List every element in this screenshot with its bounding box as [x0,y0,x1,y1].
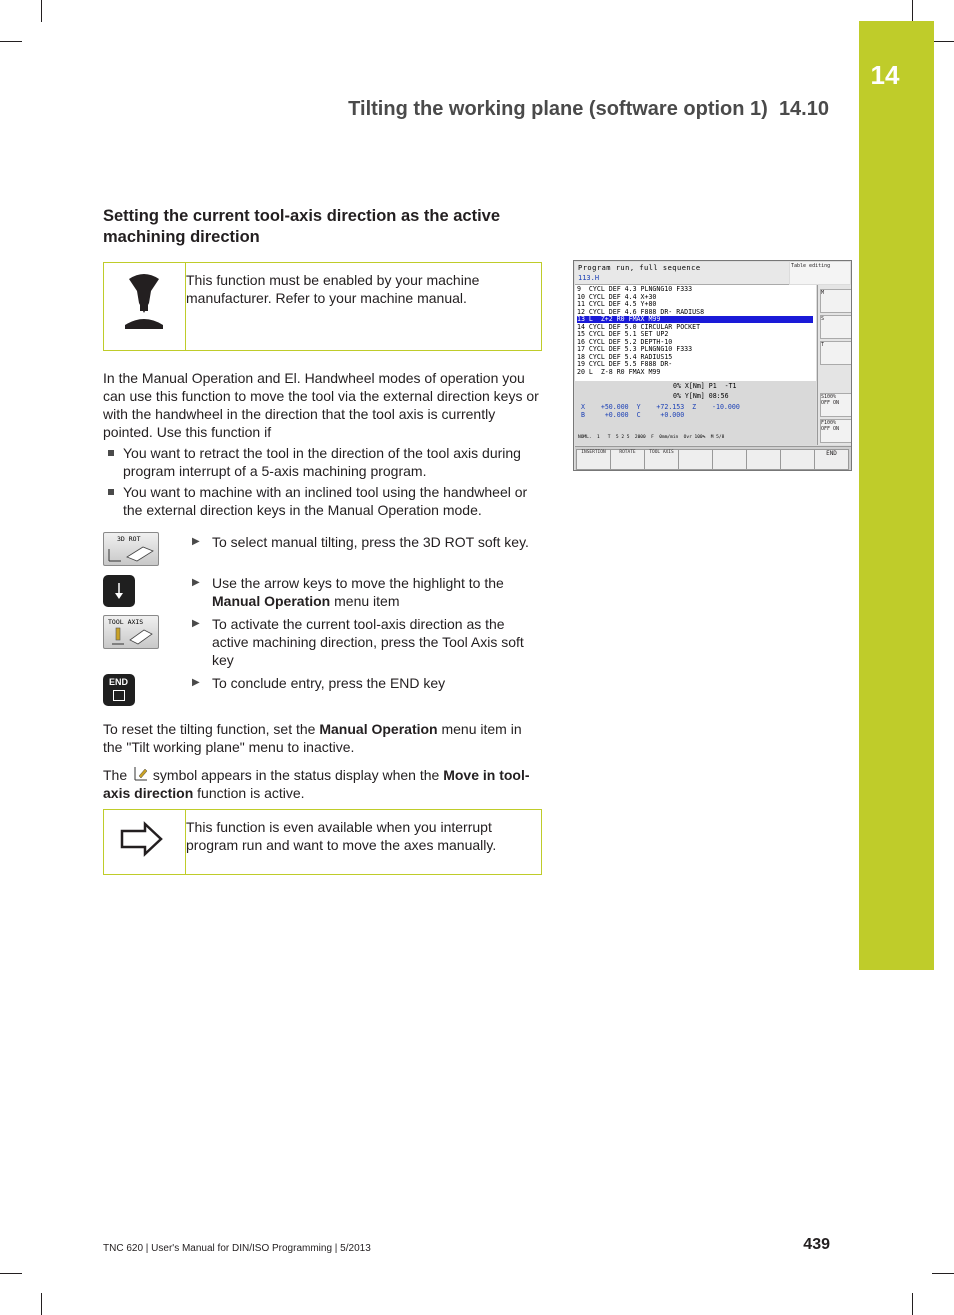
status-line: 0% Y[Nm] 08:56 [673,392,729,400]
program-line: 18 CYCL DEF 5.4 RADIUS15 [577,352,673,361]
program-listing [575,285,816,381]
position-row: X +50.000 Y +72.153 Z -10.000 [581,403,740,411]
crop-mark [41,1293,42,1315]
machine-manual-icon [123,273,165,331]
softkey-label: TOOL AXIS [108,618,144,626]
position-row: B +0.000 C +0.000 [581,411,685,419]
arrow-right-icon [119,821,165,857]
screen-softkey-row [575,446,851,470]
program-line: 17 CYCL DEF 5.3 PLNGNG10 F333 [577,345,693,353]
symbol-paragraph [103,766,543,802]
chapter-number: 14 [870,60,900,90]
crop-mark [41,0,42,22]
step-text: To select manual tilting, press the 3D ROT soft key. [212,534,529,550]
side-label: OFF ON [821,400,840,406]
list-item [103,444,543,480]
info-row: NOML. 1 T 5 2 5 2000 F 0mm/min Ovr 100% M 5/8 [578,435,725,440]
spindle-override [820,393,852,417]
step-text [212,574,542,610]
side-label: OFF ON [821,426,840,432]
side-label: M [821,290,825,296]
tool-axis-status-icon [131,766,149,782]
screen-softkey: ROTATE [610,449,645,470]
step-text: To conclude entry, press the END key [212,675,446,691]
footer-text: TNC 620 | User's Manual for DIN/ISO Programming | 5/2013 [103,1243,371,1254]
step-text: To activate the current tool-axis direction as the active machining direction, press the Tool Axis soft key [212,616,524,668]
program-line: 11 CYCL DEF 4.5 Y+80 [577,300,657,308]
list-item-text: You want to retract the tool in the direction of the tool axis during program interrupt of a 5-axis machining program. [123,445,521,479]
page-number: 439 [803,1236,830,1253]
screen-softkey [746,449,781,470]
program-line: 15 CYCL DEF 5.1 SET UP2 [577,330,669,338]
3d-rot-softkey[interactable] [103,532,159,566]
reset-text-bold: Manual Operation [319,721,438,737]
screen-mode-title: Program run, full sequence [578,264,701,272]
step-text-b: menu item [334,593,400,609]
bullet-square [108,489,114,495]
step-arrow-icon: ▶ [192,577,200,588]
symbol-text-b: symbol appears in the status display when the [152,767,440,783]
bullet-square [108,450,114,456]
screen-side-panel [817,285,852,445]
screen-file-name: 113.H [578,274,600,282]
arrow-down-key[interactable] [103,575,135,607]
side-button-s [820,315,852,339]
note-text: This function must be enabled by your machine manufacturer. Refer to your machine manual. [186,272,480,306]
side-button-m [820,289,852,313]
running-head-section: 14.10 [778,98,829,120]
program-line: 16 CYCL DEF 5.2 DEPTH-10 [577,337,673,346]
chapter-tab [859,21,934,970]
softkey-label: 3D ROT [117,535,141,543]
program-line: 20 L Z-8 R0 FMAX M99 [577,367,661,376]
screen-header [575,262,789,285]
step-text-bold: Manual Operation [212,593,331,609]
step-arrow-icon: ▶ [192,618,200,629]
end-square-icon [113,690,125,701]
symbol-text-bold: Move in tool-axis direction [103,767,530,801]
tnc-screen-screenshot [573,260,852,471]
screen-softkey: INSERTION [576,449,611,470]
program-line-highlighted: 13 L Z+2 R0 FMAX M99 [577,316,813,323]
arrow-down-icon [113,581,125,601]
program-line: 19 CYCL DEF 5.5 F888 DR- [577,360,673,368]
note-box-machine [103,262,542,351]
crop-mark [932,1273,954,1274]
status-line: 0% X[Nm] P1 -T1 [673,382,737,390]
running-head-title: Tilting the working plane (software option 1) [348,98,768,120]
crop-mark [912,1293,913,1315]
screen-softkey [678,449,713,470]
section-title: Setting the current tool-axis direction as the active machining direction [103,207,501,246]
step-text-a: Use the arrow keys to move the highlight to the [212,575,504,591]
running-head [348,98,829,121]
symbol-text-c: function is active. [197,785,305,801]
side-label: S [821,316,825,322]
screen-softkey: END [814,449,849,470]
step-arrow-icon: ▶ [192,677,200,688]
crop-mark [932,41,954,42]
list-item [103,483,543,519]
list-item-text: You want to machine with an inclined tool using the handwheel or the external direction keys in the Manual Operation mode. [123,484,528,518]
note-text: This function is even available when you interrupt program run and want to move the axes manually. [186,819,497,853]
note-box-info [103,809,542,875]
reset-text-a: To reset the tilting function, set the [103,721,316,737]
screen-softkey [712,449,747,470]
side-button-t [820,341,852,365]
crop-mark [0,1273,22,1274]
crop-mark [912,0,913,22]
crop-mark [0,41,22,42]
side-label: F100% [821,420,837,426]
screen-softkey [780,449,815,470]
status-display [575,381,816,445]
side-label: S100% [821,394,837,400]
program-line: 14 CYCL DEF 5.0 CIRCULAR POCKET [577,322,701,331]
screen-corner-mode: Table editing [790,262,850,284]
tool-axis-icon [110,626,154,646]
symbol-text-a: The [103,767,128,783]
feed-override [820,419,852,443]
program-line: 10 CYCL DEF 4.4 X+30 [577,292,657,301]
program-line: 12 CYCL DEF 4.6 F888 DR- RADIUS8 [577,307,705,316]
side-label: T [821,342,825,348]
intro-paragraph: In the Manual Operation and El. Handwheel modes of operation you can use this function to move the tool via the external direction keys or with the handwheel in the direction that the tool axis is currently pointed. Use this function if [103,370,539,440]
reset-text-b: menu item in the "Tilt working plane" menu to inactive. [103,721,522,755]
screen-softkey: TOOL AXIS [644,449,679,470]
step-arrow-icon: ▶ [192,536,200,547]
program-line: 9 CYCL DEF 4.3 PLNGNG10 F333 [577,285,693,293]
reset-paragraph [103,720,543,756]
end-key-label: END [109,677,129,687]
end-key[interactable] [103,674,135,706]
3d-rot-icon [107,543,155,563]
tool-axis-softkey[interactable] [103,615,159,649]
